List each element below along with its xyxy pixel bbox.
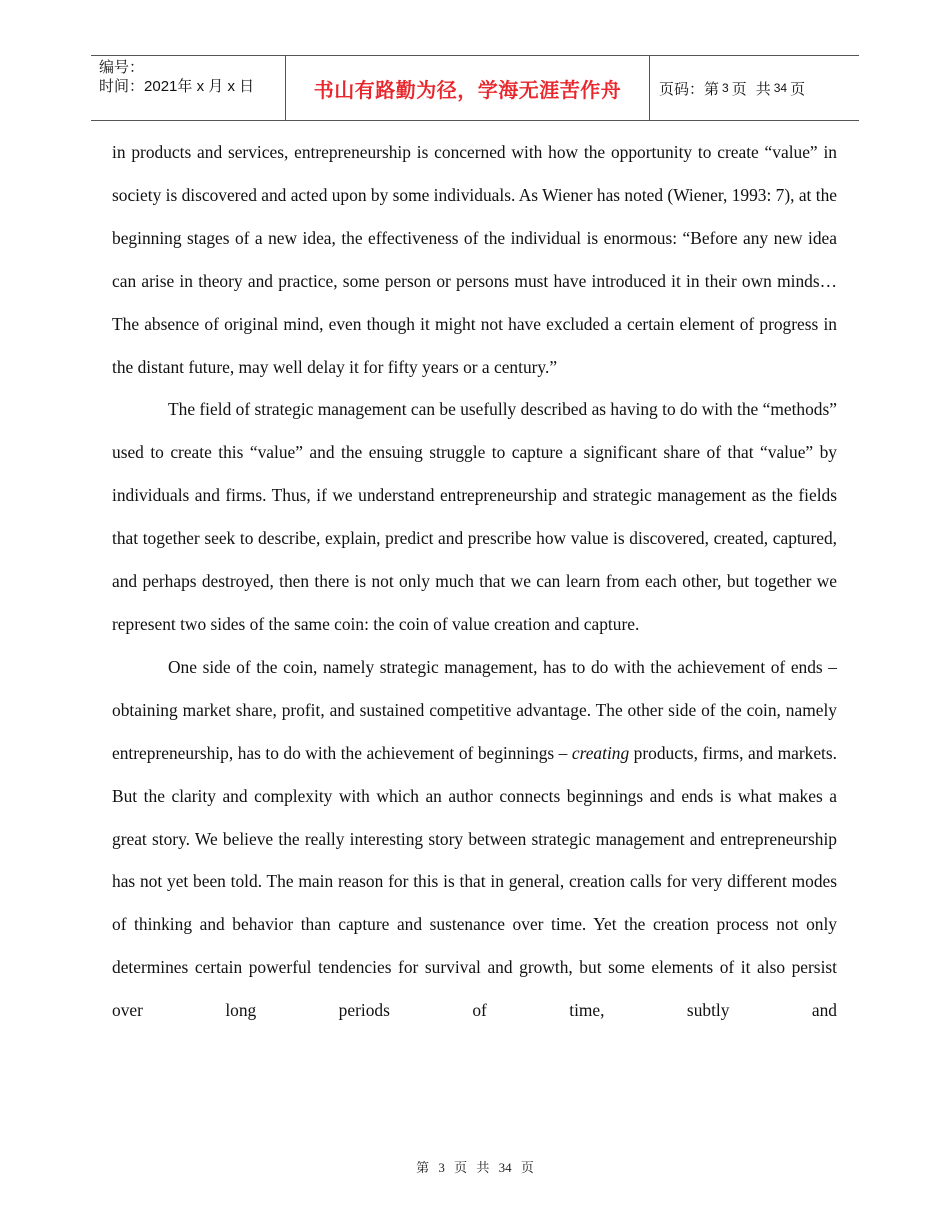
time-day: x <box>227 78 235 95</box>
time-month-unit: 月 <box>208 78 224 95</box>
paragraph-3-italic: creating <box>571 742 630 763</box>
page-footer <box>0 1157 950 1176</box>
header-motto: 书山有路勤为径，学海无涯苦作舟 <box>313 77 622 102</box>
time-line <box>99 77 285 96</box>
paragraph-3-start: One side of the coin, namely strategic management, has to do with the achievement of ends – obtaining market share, profit, and sustained competitive advantage. The other side of the coin, namely entrepreneurship, has to do with the achievement of beginnings – <box>112 656 837 763</box>
serial-label: 编号： <box>99 59 145 76</box>
total-label: 共 <box>755 80 771 98</box>
header-motto-cell <box>286 56 650 120</box>
total-unit: 页 <box>790 80 806 98</box>
time-day-unit: 日 <box>239 78 255 95</box>
footer-current: 3 <box>438 1160 445 1175</box>
footer-unit: 页 <box>454 1160 468 1175</box>
time-month: x <box>196 78 205 95</box>
header-meta <box>91 56 286 120</box>
footer-prefix: 第 <box>416 1160 430 1175</box>
footer-total-unit: 页 <box>520 1160 534 1175</box>
paragraph-3-end: products, firms, and markets. But the clarity and complexity with which an author connects beginnings and ends is what makes a great story. We believe the really interesting story between strategic management and entrepreneurship has not yet been told. The main reason for this is that in general, creation calls for very different modes of thinking and behavior than capture and sustenance over time. Yet the creation process not only determines certain powerful tendencies for survival and growth, but some elements of it also persist over long periods of time, subtly and <box>112 742 837 1021</box>
page-current: 3 <box>722 81 729 95</box>
time-year-unit: 年 <box>177 78 193 95</box>
time-year: 2021 <box>144 78 178 95</box>
paragraph-2: The field of strategic management can be usefully described as having to do with the “methods” used to create this “value” and the ensuing struggle to capture a significant share of that “value” by individuals and firms. Thus, if we understand entrepreneurship and strategic management as the fields that together seek to describe, explain, predict and prescribe how value is discovered, created, captured, and perhaps destroyed, then there is not only much that we can learn from each other, but together we represent two sides of the same coin: the coin of value creation and capture. <box>112 399 837 634</box>
document-body <box>112 131 837 1032</box>
paragraph-3 <box>112 646 837 1032</box>
time-label: 时间： <box>99 78 145 95</box>
footer-total: 34 <box>498 1160 512 1175</box>
page-label: 页码：第 <box>659 80 720 98</box>
footer-total-prefix: 共 <box>476 1160 490 1175</box>
paragraph-1: in products and services, entrepreneurship is concerned with how the opportunity to create “value” in society is discovered and acted upon by some individuals. As Wiener has noted (Wiener, 1993: 7), at the beginning stages of a new idea, the effectiveness of the individual is enormous: “Before any new idea can arise in theory and practice, some person or persons must have introduced it in their own minds… The absence of original mind, even though it might not have excluded a certain element of progress in the distant future, may well delay it for fifty years or a century.” <box>112 142 837 377</box>
page-header <box>91 55 859 121</box>
page-total: 34 <box>773 81 788 95</box>
header-page-number <box>650 56 859 120</box>
page-unit: 页 <box>731 80 747 98</box>
